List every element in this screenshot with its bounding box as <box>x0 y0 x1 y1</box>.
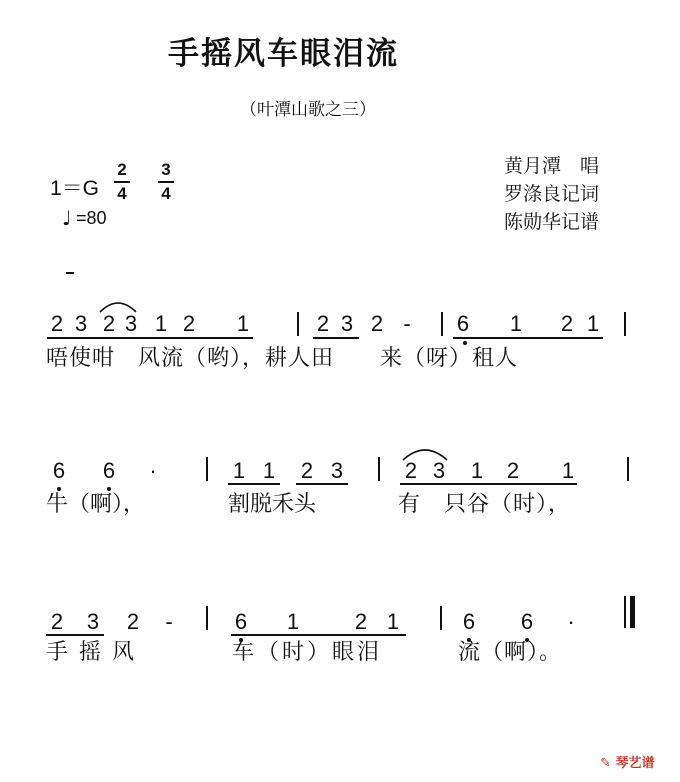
beam-underline <box>453 337 603 339</box>
note: 2 <box>182 311 196 336</box>
lyrics-line: 有 只谷（时）， <box>398 492 572 517</box>
key-signature: 1＝G <box>50 177 100 200</box>
low-octave-dot <box>463 341 467 345</box>
note: 6 <box>52 458 66 483</box>
credit-lyrics: 罗涤良记词 <box>504 183 600 205</box>
note: - <box>165 609 173 634</box>
note: 2 <box>354 609 368 634</box>
lyrics-line: 唔使咁 风流（哟），耕人田 来（呀）租人 <box>46 346 519 371</box>
note: 1 <box>262 458 276 483</box>
note: 3 <box>74 311 88 336</box>
barline <box>441 312 443 336</box>
final-barline-thin <box>624 596 626 628</box>
song-subtitle: （叶潭山歌之三） <box>240 100 376 120</box>
barline <box>297 312 299 336</box>
note: 3 <box>432 458 446 483</box>
barline <box>206 457 208 481</box>
note: 1 <box>470 458 484 483</box>
note: 6 <box>456 311 470 336</box>
note: 1 <box>509 311 523 336</box>
note: 1 <box>232 458 246 483</box>
note: 2 <box>370 311 384 336</box>
lyrics-line: 流（啊）。 <box>458 640 563 665</box>
note: 3 <box>124 311 138 336</box>
note: 1 <box>586 311 600 336</box>
note: 2 <box>50 609 64 634</box>
note: 3 <box>86 609 100 634</box>
note: 6 <box>234 609 248 634</box>
credit-singer: 黄月潭 唱 <box>504 155 600 177</box>
barline <box>624 312 626 336</box>
note: 3 <box>330 458 344 483</box>
note: 6 <box>462 609 476 634</box>
note: 6 <box>102 458 116 483</box>
beam-underline <box>313 337 359 339</box>
note: 6 <box>520 609 534 634</box>
note: 2 <box>316 311 330 336</box>
note: · <box>567 609 575 634</box>
beam-underline <box>47 337 253 339</box>
note: 2 <box>404 458 418 483</box>
note: - <box>403 311 411 336</box>
tempo-marking: =80 <box>76 208 107 228</box>
time-signature-2-4: 2 4 <box>114 160 130 204</box>
note: 2 <box>126 609 140 634</box>
note: 2 <box>560 311 574 336</box>
final-barline-thick <box>630 596 635 628</box>
note: · <box>149 458 157 483</box>
logo-icon: ✎ <box>600 756 611 771</box>
note: 2 <box>300 458 314 483</box>
beam-underline <box>231 634 406 636</box>
note: 1 <box>236 311 250 336</box>
barline <box>206 606 208 630</box>
low-octave-dot <box>107 487 111 491</box>
beam-underline <box>46 634 104 636</box>
watermark-logo: ✎ 琴艺谱 <box>600 756 655 771</box>
note: 1 <box>386 609 400 634</box>
note: 1 <box>286 609 300 634</box>
barline <box>440 606 442 630</box>
song-title: 手摇风车眼泪流 <box>168 36 399 72</box>
low-octave-dot <box>57 487 61 491</box>
beam-underline <box>228 483 280 485</box>
note: 2 <box>506 458 520 483</box>
beam-underline <box>400 483 577 485</box>
lyrics-line: 车（时）眼泪 <box>232 640 383 665</box>
lyrics-line: 手 摇 风 <box>46 640 136 665</box>
time-signature-3-4: 3 4 <box>158 160 174 204</box>
stray-mark <box>66 272 74 274</box>
note: 1 <box>154 311 168 336</box>
note: 3 <box>340 311 354 336</box>
lyrics-line: 牛（啊）， <box>46 492 146 517</box>
credit-notation: 陈勋华记谱 <box>504 211 600 233</box>
note: 2 <box>102 311 116 336</box>
lyrics-line: 割脱禾头 <box>228 492 317 517</box>
beam-underline <box>296 483 348 485</box>
note: 1 <box>561 458 575 483</box>
barline <box>378 457 380 481</box>
quarter-note-icon: ♩ <box>62 206 72 230</box>
note: 2 <box>50 311 64 336</box>
barline <box>627 457 629 481</box>
